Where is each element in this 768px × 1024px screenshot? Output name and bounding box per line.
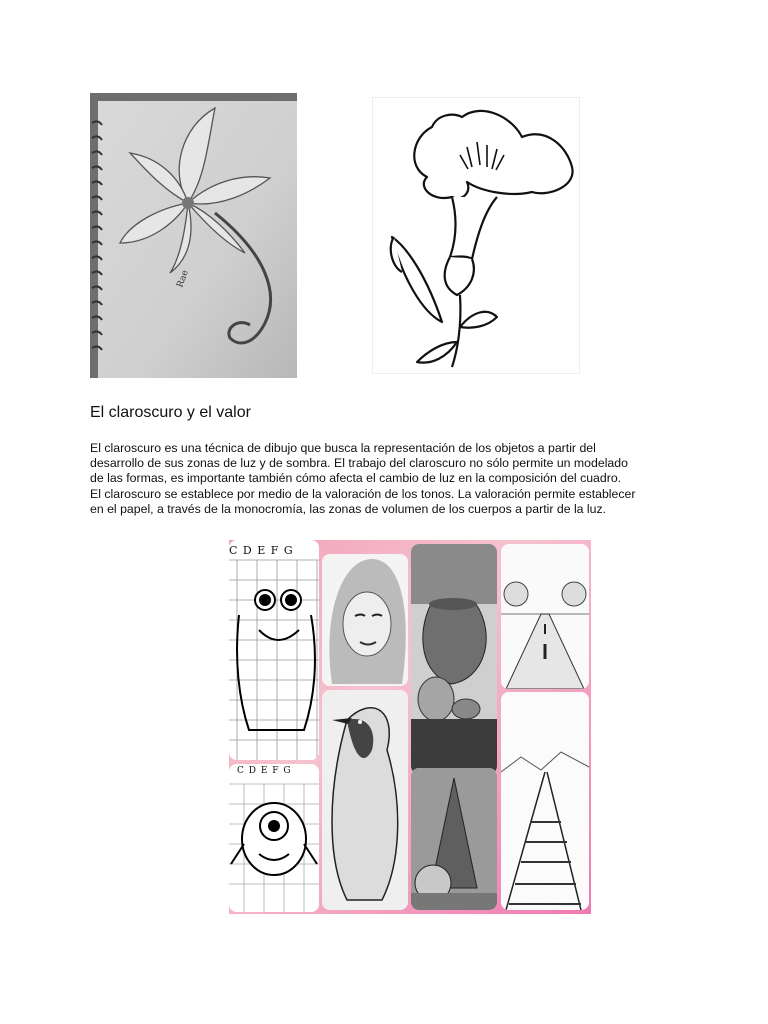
paragraph-line: en el papel, a través de la monocromía, las zonas de volumen de los cuerpos a partir de la luz. [90, 501, 607, 516]
collage-cone-sphere [411, 768, 497, 910]
collage-still-life [411, 544, 497, 774]
grid-letters: C D E F G [237, 766, 292, 776]
section-heading: El claroscuro y el valor [90, 404, 251, 421]
svg-text:Rae: Rae [175, 268, 191, 290]
collage-penguin [322, 690, 408, 910]
collage-road-perspective [501, 544, 589, 689]
body-paragraph [90, 441, 690, 517]
collage-frog-grid [229, 540, 319, 760]
lily-sketch-photo [90, 93, 297, 378]
collage-watermark: InCollage [517, 886, 573, 900]
collage-monster-grid [229, 764, 319, 912]
paragraph-line: El claroscuro se establece por medio de la valoración de los tonos. La valoración permite establecer [90, 486, 636, 501]
paragraph-line: desarrollo de sus zonas de luz y de sombra. El trabajo del claroscuro no sólo permite un modelado [90, 456, 628, 471]
drawing-collage [229, 540, 591, 914]
paragraph-line: El claroscuro es una técnica de dibujo que busca la representación de los objetos a partir del [90, 441, 596, 455]
collage-portrait [322, 554, 408, 686]
grid-letters: C D E F G [229, 544, 294, 557]
paragraph-line: de las formas, es importante también cómo afecta el cambio de luz en la composición del cuadro. [90, 471, 622, 486]
trumpet-flower-drawing [372, 97, 580, 374]
collage-rail-tracks [501, 692, 589, 910]
